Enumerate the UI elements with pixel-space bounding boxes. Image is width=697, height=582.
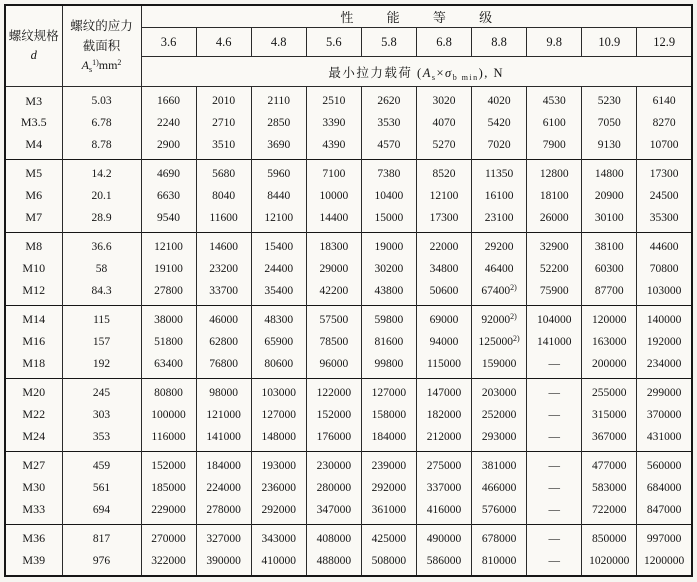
load-value-cell: 4020	[472, 87, 527, 113]
table-row	[5, 477, 692, 499]
load-value-cell: 255000	[582, 378, 637, 404]
load-value-cell: 293000	[472, 426, 527, 452]
load-value-cell: 15400	[251, 232, 306, 258]
load-value-cell: 7380	[361, 159, 416, 185]
row-group	[5, 87, 692, 160]
load-value-cell: 7900	[527, 134, 582, 160]
load-value-cell: 159000	[472, 353, 527, 379]
load-value-cell: 8520	[416, 159, 471, 185]
load-value-cell: —	[527, 353, 582, 379]
load-value-cell: 27800	[141, 280, 196, 306]
load-value-cell: —	[527, 524, 582, 550]
load-value-cell: 120000	[582, 305, 637, 331]
table-row	[5, 305, 692, 331]
load-value-cell: 23100	[472, 207, 527, 233]
load-value-cell: 22000	[416, 232, 471, 258]
load-value-cell: 5420	[472, 112, 527, 134]
stress-area-cell: 817	[62, 524, 141, 550]
thread-spec-cell: M24	[5, 426, 62, 452]
load-value-cell: 94000	[416, 331, 471, 353]
load-value-cell: 125000$^{2)}$	[472, 331, 527, 353]
load-value-cell: —	[527, 499, 582, 525]
load-value-cell: 347000	[306, 499, 361, 525]
load-value-cell: 30100	[582, 207, 637, 233]
load-value-cell: 67400$^{2)}$	[472, 280, 527, 306]
thread-spec-cell: M7	[5, 207, 62, 233]
load-value-cell: 29200	[472, 232, 527, 258]
load-value-cell: 42200	[306, 280, 361, 306]
load-value-cell: 32900	[527, 232, 582, 258]
load-value-cell: 52200	[527, 258, 582, 280]
load-value-cell: 381000	[472, 451, 527, 477]
grade-cell: 4.8	[251, 28, 306, 57]
load-value-cell: 200000	[582, 353, 637, 379]
load-value-cell: 80600	[251, 353, 306, 379]
table-row	[5, 258, 692, 280]
thread-spec-cell: M16	[5, 331, 62, 353]
load-value-cell: 80800	[141, 378, 196, 404]
row-group	[5, 378, 692, 451]
load-value-cell: —	[527, 451, 582, 477]
grade-cell: 3.6	[141, 28, 196, 57]
load-value-cell: 337000	[416, 477, 471, 499]
load-value-cell: 29000	[306, 258, 361, 280]
table-header	[5, 5, 692, 87]
load-value-cell: 121000	[196, 404, 251, 426]
load-value-cell: 96000	[306, 353, 361, 379]
load-value-cell: 7100	[306, 159, 361, 185]
load-value-cell: 508000	[361, 550, 416, 576]
thread-spec-cell: M22	[5, 404, 62, 426]
row-group	[5, 232, 692, 305]
load-value-cell: 98000	[196, 378, 251, 404]
load-value-cell: 18300	[306, 232, 361, 258]
thread-spec-cell: M18	[5, 353, 62, 379]
load-value-cell: 100000	[141, 404, 196, 426]
load-value-cell: 6630	[141, 185, 196, 207]
stress-area-cell: 20.1	[62, 185, 141, 207]
table-row	[5, 87, 692, 113]
load-value-cell: 229000	[141, 499, 196, 525]
load-value-cell: 76800	[196, 353, 251, 379]
table-row	[5, 404, 692, 426]
load-value-cell: 148000	[251, 426, 306, 452]
load-value-cell: 152000	[141, 451, 196, 477]
load-value-cell: 70800	[637, 258, 692, 280]
table-row	[5, 159, 692, 185]
load-value-cell: 115000	[416, 353, 471, 379]
load-value-cell: 230000	[306, 451, 361, 477]
load-value-cell: 466000	[472, 477, 527, 499]
load-value-cell: 75900	[527, 280, 582, 306]
thread-spec-column-header	[5, 5, 62, 87]
thread-spec-cell: M3.5	[5, 112, 62, 134]
load-value-cell: 51800	[141, 331, 196, 353]
load-value-cell: 185000	[141, 477, 196, 499]
load-value-cell: 850000	[582, 524, 637, 550]
table-row	[5, 134, 692, 160]
load-value-cell: 292000	[251, 499, 306, 525]
thread-spec-cell: M5	[5, 159, 62, 185]
load-value-cell: 46000	[196, 305, 251, 331]
load-value-cell: 26000	[527, 207, 582, 233]
row-group	[5, 524, 692, 576]
load-value-cell: 14800	[582, 159, 637, 185]
load-value-cell: 60300	[582, 258, 637, 280]
load-value-cell: 361000	[361, 499, 416, 525]
load-value-cell: 24400	[251, 258, 306, 280]
load-value-cell: 5230	[582, 87, 637, 113]
load-value-cell: 847000	[637, 499, 692, 525]
load-value-cell: 11350	[472, 159, 527, 185]
load-value-cell: 370000	[637, 404, 692, 426]
load-value-cell: 1020000	[582, 550, 637, 576]
load-value-cell: 278000	[196, 499, 251, 525]
table-row	[5, 451, 692, 477]
load-value-cell: 43800	[361, 280, 416, 306]
load-value-cell: 176000	[306, 426, 361, 452]
thread-spec-cell: M10	[5, 258, 62, 280]
load-value-cell: 292000	[361, 477, 416, 499]
load-value-cell: 81600	[361, 331, 416, 353]
stress-area-cell: 115	[62, 305, 141, 331]
load-value-cell: 224000	[196, 477, 251, 499]
stress-area-cell: 976	[62, 550, 141, 576]
table-row	[5, 185, 692, 207]
load-value-cell: 212000	[416, 426, 471, 452]
table-row	[5, 232, 692, 258]
load-value-cell: 203000	[472, 378, 527, 404]
grade-cell: 12.9	[637, 28, 692, 57]
load-value-cell: 20900	[582, 185, 637, 207]
load-value-cell: 12100	[141, 232, 196, 258]
load-value-cell: —	[527, 477, 582, 499]
grade-cell: 10.9	[582, 28, 637, 57]
load-value-cell: 5960	[251, 159, 306, 185]
load-value-cell: 15000	[361, 207, 416, 233]
load-value-cell: 19000	[361, 232, 416, 258]
load-value-cell: 33700	[196, 280, 251, 306]
thread-spec-cell: M27	[5, 451, 62, 477]
load-value-cell: 147000	[416, 378, 471, 404]
thread-spec-cell: M4	[5, 134, 62, 160]
load-value-cell: 35400	[251, 280, 306, 306]
thread-spec-cell: M39	[5, 550, 62, 576]
load-value-cell: 9130	[582, 134, 637, 160]
table-row	[5, 524, 692, 550]
load-value-cell: 4570	[361, 134, 416, 160]
load-value-cell: 193000	[251, 451, 306, 477]
load-value-cell: 14600	[196, 232, 251, 258]
load-value-cell: 158000	[361, 404, 416, 426]
load-value-cell: 35300	[637, 207, 692, 233]
load-value-cell: 50600	[416, 280, 471, 306]
load-value-cell: 315000	[582, 404, 637, 426]
load-value-cell: 184000	[361, 426, 416, 452]
load-value-cell: 2110	[251, 87, 306, 113]
load-value-cell: 17300	[637, 159, 692, 185]
load-value-cell: 69000	[416, 305, 471, 331]
load-value-cell: 4070	[416, 112, 471, 134]
thread-spec-cell: M3	[5, 87, 62, 113]
load-value-cell: —	[527, 378, 582, 404]
load-value-cell: 583000	[582, 477, 637, 499]
load-value-cell: 192000	[637, 331, 692, 353]
stress-area-column-header	[62, 5, 141, 87]
load-value-cell: 684000	[637, 477, 692, 499]
load-value-cell: 182000	[416, 404, 471, 426]
load-value-cell: 10000	[306, 185, 361, 207]
load-value-cell: 586000	[416, 550, 471, 576]
load-value-cell: 103000	[251, 378, 306, 404]
load-value-cell: 17300	[416, 207, 471, 233]
load-value-cell: 12800	[527, 159, 582, 185]
load-value-cell: 141000	[196, 426, 251, 452]
load-value-cell: 34800	[416, 258, 471, 280]
load-value-cell: 46400	[472, 258, 527, 280]
stress-area-label-line1: 螺纹的应力	[70, 19, 133, 34]
stress-area-cell: 6.78	[62, 112, 141, 134]
load-value-cell: 299000	[637, 378, 692, 404]
load-value-cell: 810000	[472, 550, 527, 576]
load-value-cell: 280000	[306, 477, 361, 499]
thread-spec-cell: M33	[5, 499, 62, 525]
stress-area-cell: 5.03	[62, 87, 141, 113]
load-value-cell: 9540	[141, 207, 196, 233]
load-value-cell: 16100	[472, 185, 527, 207]
load-value-cell: 236000	[251, 477, 306, 499]
thread-spec-cell: M12	[5, 280, 62, 306]
load-value-cell: 18100	[527, 185, 582, 207]
load-value-cell: 65900	[251, 331, 306, 353]
load-value-cell: 7050	[582, 112, 637, 134]
load-value-cell: 416000	[416, 499, 471, 525]
grade-cell: 6.8	[416, 28, 471, 57]
table-row	[5, 280, 692, 306]
load-value-cell: —	[527, 404, 582, 426]
load-value-cell: 234000	[637, 353, 692, 379]
row-group	[5, 159, 692, 232]
load-value-cell: 12100	[251, 207, 306, 233]
load-value-cell: 14400	[306, 207, 361, 233]
load-value-cell: 6140	[637, 87, 692, 113]
min-load-subheader: 最小拉力载荷 $(A_s\times\sigma_{b min})$, N	[141, 57, 692, 87]
load-value-cell: 425000	[361, 524, 416, 550]
stress-area-cell: 245	[62, 378, 141, 404]
load-value-cell: 4530	[527, 87, 582, 113]
load-value-cell: 343000	[251, 524, 306, 550]
thread-spec-cell: M8	[5, 232, 62, 258]
load-value-cell: 30200	[361, 258, 416, 280]
load-value-cell: 3510	[196, 134, 251, 160]
load-value-cell: 24500	[637, 185, 692, 207]
grade-cell: 8.8	[472, 28, 527, 57]
stress-area-cell: 14.2	[62, 159, 141, 185]
load-value-cell: 410000	[251, 550, 306, 576]
load-value-cell: 11600	[196, 207, 251, 233]
load-value-cell: 92000$^{2)}$	[472, 305, 527, 331]
stress-area-cell: 561	[62, 477, 141, 499]
stress-area-formula: $A_s^{1)}mm^2$	[81, 58, 122, 75]
load-value-cell: 275000	[416, 451, 471, 477]
thread-spec-cell: M6	[5, 185, 62, 207]
thread-spec-cell: M36	[5, 524, 62, 550]
table-row	[5, 378, 692, 404]
load-value-cell: 576000	[472, 499, 527, 525]
thread-spec-cell: M14	[5, 305, 62, 331]
load-value-cell: 184000	[196, 451, 251, 477]
load-value-cell: 3530	[361, 112, 416, 134]
load-value-cell: 5680	[196, 159, 251, 185]
stress-area-cell: 84.3	[62, 280, 141, 306]
load-value-cell: 408000	[306, 524, 361, 550]
grade-cell: 4.6	[196, 28, 251, 57]
load-value-cell: 38000	[141, 305, 196, 331]
grade-cell: 5.8	[361, 28, 416, 57]
table-row	[5, 207, 692, 233]
load-value-cell: 63400	[141, 353, 196, 379]
load-value-cell: 57500	[306, 305, 361, 331]
row-group	[5, 451, 692, 524]
load-value-cell: 2010	[196, 87, 251, 113]
table-row	[5, 331, 692, 353]
load-value-cell: 140000	[637, 305, 692, 331]
load-value-cell: 8440	[251, 185, 306, 207]
grade-cell: 5.6	[306, 28, 361, 57]
load-value-cell: 12100	[416, 185, 471, 207]
load-value-cell: 367000	[582, 426, 637, 452]
load-value-cell: 270000	[141, 524, 196, 550]
load-value-cell: 2850	[251, 112, 306, 134]
stress-area-cell: 694	[62, 499, 141, 525]
load-value-cell: 10700	[637, 134, 692, 160]
load-value-cell: 116000	[141, 426, 196, 452]
thread-spec-cell: M30	[5, 477, 62, 499]
load-value-cell: 8040	[196, 185, 251, 207]
thread-spec-label: 螺纹规格	[8, 28, 59, 43]
load-value-cell: —	[527, 550, 582, 576]
load-value-cell: 87700	[582, 280, 637, 306]
stress-area-cell: 8.78	[62, 134, 141, 160]
load-value-cell: 122000	[306, 378, 361, 404]
load-value-cell: 2240	[141, 112, 196, 134]
load-value-cell: 8270	[637, 112, 692, 134]
load-value-cell: 2510	[306, 87, 361, 113]
load-value-cell: 5270	[416, 134, 471, 160]
load-value-cell: 2900	[141, 134, 196, 160]
table-row	[5, 353, 692, 379]
load-value-cell: 997000	[637, 524, 692, 550]
load-value-cell: 23200	[196, 258, 251, 280]
load-value-cell: 127000	[361, 378, 416, 404]
load-value-cell: 488000	[306, 550, 361, 576]
load-value-cell: 99800	[361, 353, 416, 379]
load-value-cell: 252000	[472, 404, 527, 426]
load-value-cell: 38100	[582, 232, 637, 258]
load-value-cell: 322000	[141, 550, 196, 576]
thread-spec-cell: M20	[5, 378, 62, 404]
load-value-cell: 44600	[637, 232, 692, 258]
stress-area-cell: 459	[62, 451, 141, 477]
load-value-cell: 239000	[361, 451, 416, 477]
table-row	[5, 426, 692, 452]
load-value-cell: 103000	[637, 280, 692, 306]
load-value-cell: 722000	[582, 499, 637, 525]
load-value-cell: 678000	[472, 524, 527, 550]
load-value-cell: 6100	[527, 112, 582, 134]
load-value-cell: 141000	[527, 331, 582, 353]
load-value-cell: 490000	[416, 524, 471, 550]
load-value-cell: —	[527, 426, 582, 452]
performance-grade-header: 性 能 等 级	[141, 5, 692, 28]
stress-area-cell: 353	[62, 426, 141, 452]
load-value-cell: 390000	[196, 550, 251, 576]
load-value-cell: 62800	[196, 331, 251, 353]
load-value-cell: 48300	[251, 305, 306, 331]
load-value-cell: 19100	[141, 258, 196, 280]
table-row	[5, 499, 692, 525]
stress-area-cell: 192	[62, 353, 141, 379]
row-group	[5, 305, 692, 378]
load-value-cell: 163000	[582, 331, 637, 353]
stress-area-cell: 157	[62, 331, 141, 353]
load-value-cell: 1200000	[637, 550, 692, 576]
load-value-cell: 59800	[361, 305, 416, 331]
load-value-cell: 2710	[196, 112, 251, 134]
grade-cell: 9.8	[527, 28, 582, 57]
table-row	[5, 112, 692, 134]
load-value-cell: 3390	[306, 112, 361, 134]
load-value-cell: 1660	[141, 87, 196, 113]
load-value-cell: 10400	[361, 185, 416, 207]
load-value-cell: 477000	[582, 451, 637, 477]
stress-area-cell: 28.9	[62, 207, 141, 233]
load-value-cell: 78500	[306, 331, 361, 353]
table-row	[5, 550, 692, 576]
load-value-cell: 152000	[306, 404, 361, 426]
thread-spec-symbol: d	[30, 48, 37, 62]
stress-area-cell: 36.6	[62, 232, 141, 258]
bolt-min-tensile-load-table	[4, 4, 693, 577]
stress-area-cell: 58	[62, 258, 141, 280]
load-value-cell: 3020	[416, 87, 471, 113]
stress-area-label-line2: 截面积	[82, 38, 121, 53]
load-value-cell: 431000	[637, 426, 692, 452]
load-value-cell: 327000	[196, 524, 251, 550]
load-value-cell: 127000	[251, 404, 306, 426]
load-value-cell: 4690	[141, 159, 196, 185]
load-value-cell: 3690	[251, 134, 306, 160]
load-value-cell: 560000	[637, 451, 692, 477]
load-value-cell: 4390	[306, 134, 361, 160]
load-value-cell: 2620	[361, 87, 416, 113]
load-value-cell: 7020	[472, 134, 527, 160]
load-value-cell: 104000	[527, 305, 582, 331]
stress-area-cell: 303	[62, 404, 141, 426]
